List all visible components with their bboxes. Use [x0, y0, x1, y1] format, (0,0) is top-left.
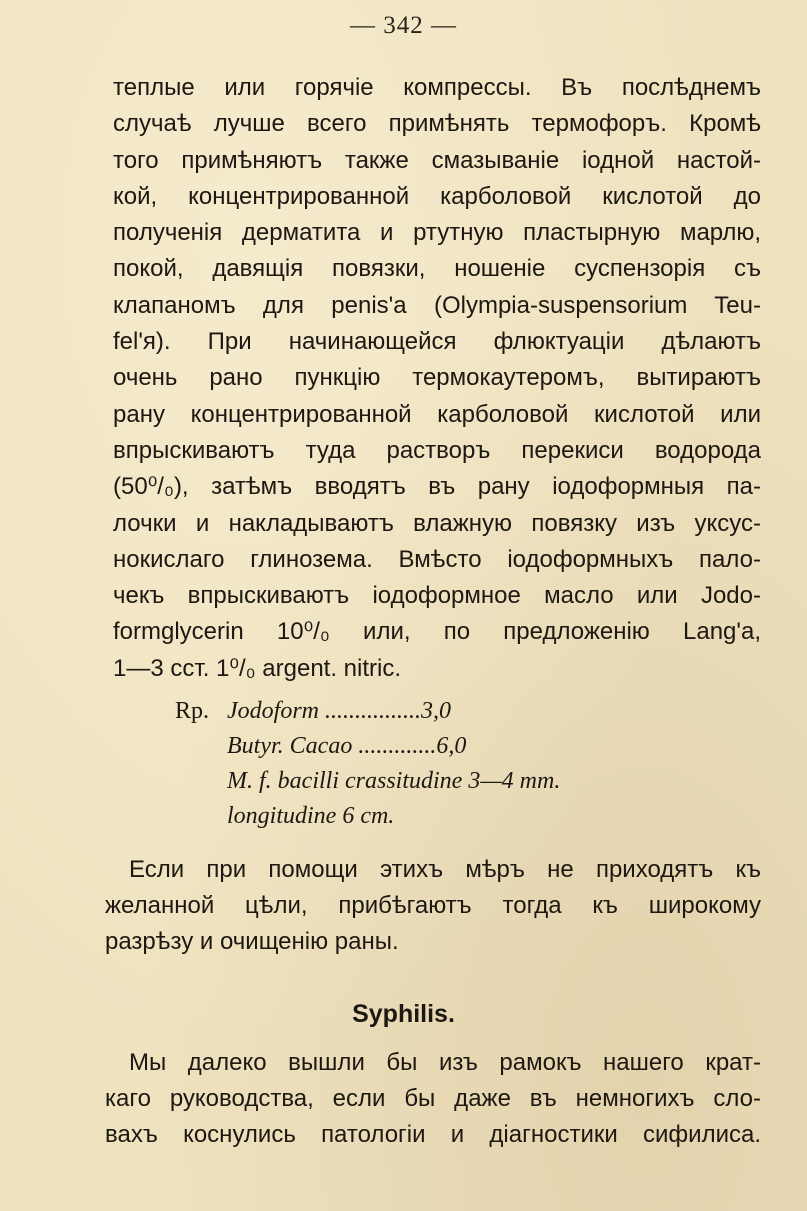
text-line: fel'я). При начинающейся флюктуаціи дѣлаютъ	[113, 328, 761, 356]
text-line: лочки и накладываютъ влажную повязку изъ уксус-	[113, 509, 761, 537]
text-line: нокислаго глинозема. Вмѣсто іодоформныхъ пало-	[113, 545, 761, 573]
text-line: рану концентрированной карболовой кислотой или	[113, 400, 761, 428]
recipe-ingredient: Butyr. Cacao .............6,0	[227, 733, 467, 759]
recipe-instruction: M. f. bacilli crassitudine 3—4 mm.	[227, 768, 561, 794]
section-heading: Syphilis.	[352, 1000, 455, 1028]
text-line: Если при помощи этихъ мѣръ не приходятъ къ	[129, 856, 761, 883]
rp-label: Rp.	[175, 698, 210, 724]
text-line: 1—3 сст. 1⁰/₀ argent. nitric.	[113, 654, 402, 682]
text-line: того примѣняютъ также смазываніе іодной настой-	[113, 146, 761, 174]
text-line: чекъ впрыскиваютъ іодоформное масло или Jodo-	[113, 582, 761, 610]
recipe-instruction: longitudine 6 cm.	[227, 803, 395, 829]
paragraph-syphilis	[105, 1045, 761, 1153]
text-line: покой, давящія повязки, ношеніе суспензорія съ	[113, 255, 761, 283]
text-line: formglycerin 10⁰/₀ или, по предложенію Lang'a,	[113, 618, 761, 646]
text-line: очень рано пункцію термокаутеромъ, вытираютъ	[113, 364, 761, 392]
text-line: вахъ коснулись патологіи и діагностики сифилиса.	[105, 1121, 761, 1148]
text-line: теплые или горячіе компрессы. Въ послѣднемъ	[113, 74, 761, 101]
prescription	[175, 694, 655, 834]
recipe-line	[175, 729, 655, 764]
text-line: Мы далеко вышли бы изъ рамокъ нашего крат-	[129, 1049, 761, 1076]
text-line: (50⁰/₀), затѣмъ вводятъ въ рану іодоформныя па-	[113, 473, 761, 501]
text-line: полученія дерматита и ртутную пластырную марлю,	[113, 219, 761, 247]
recipe-line	[175, 799, 655, 834]
paragraph-surgery	[105, 852, 761, 960]
recipe-line	[175, 694, 655, 729]
paragraph-treatment	[113, 70, 761, 687]
text-line: кой, концентрированной карболовой кислотой до	[113, 182, 761, 210]
recipe-ingredient: Jodoform ................3,0	[227, 698, 451, 724]
text-line: разрѣзу и очищенію раны.	[105, 928, 399, 955]
recipe-line	[175, 764, 655, 799]
text-line: желанной цѣли, прибѣгаютъ тогда къ широкому	[105, 892, 761, 919]
text-line: каго руководства, если бы даже въ немногихъ сло-	[105, 1085, 761, 1112]
page-number: — 342 —	[350, 12, 457, 39]
text-line: впрыскиваютъ туда растворъ перекиси водорода	[113, 436, 761, 464]
text-line: клапаномъ для penis'a (Olympia-suspensorium Teu-	[113, 291, 761, 319]
text-line: случаѣ лучше всего примѣнять термофоръ. Кромѣ	[113, 110, 761, 138]
